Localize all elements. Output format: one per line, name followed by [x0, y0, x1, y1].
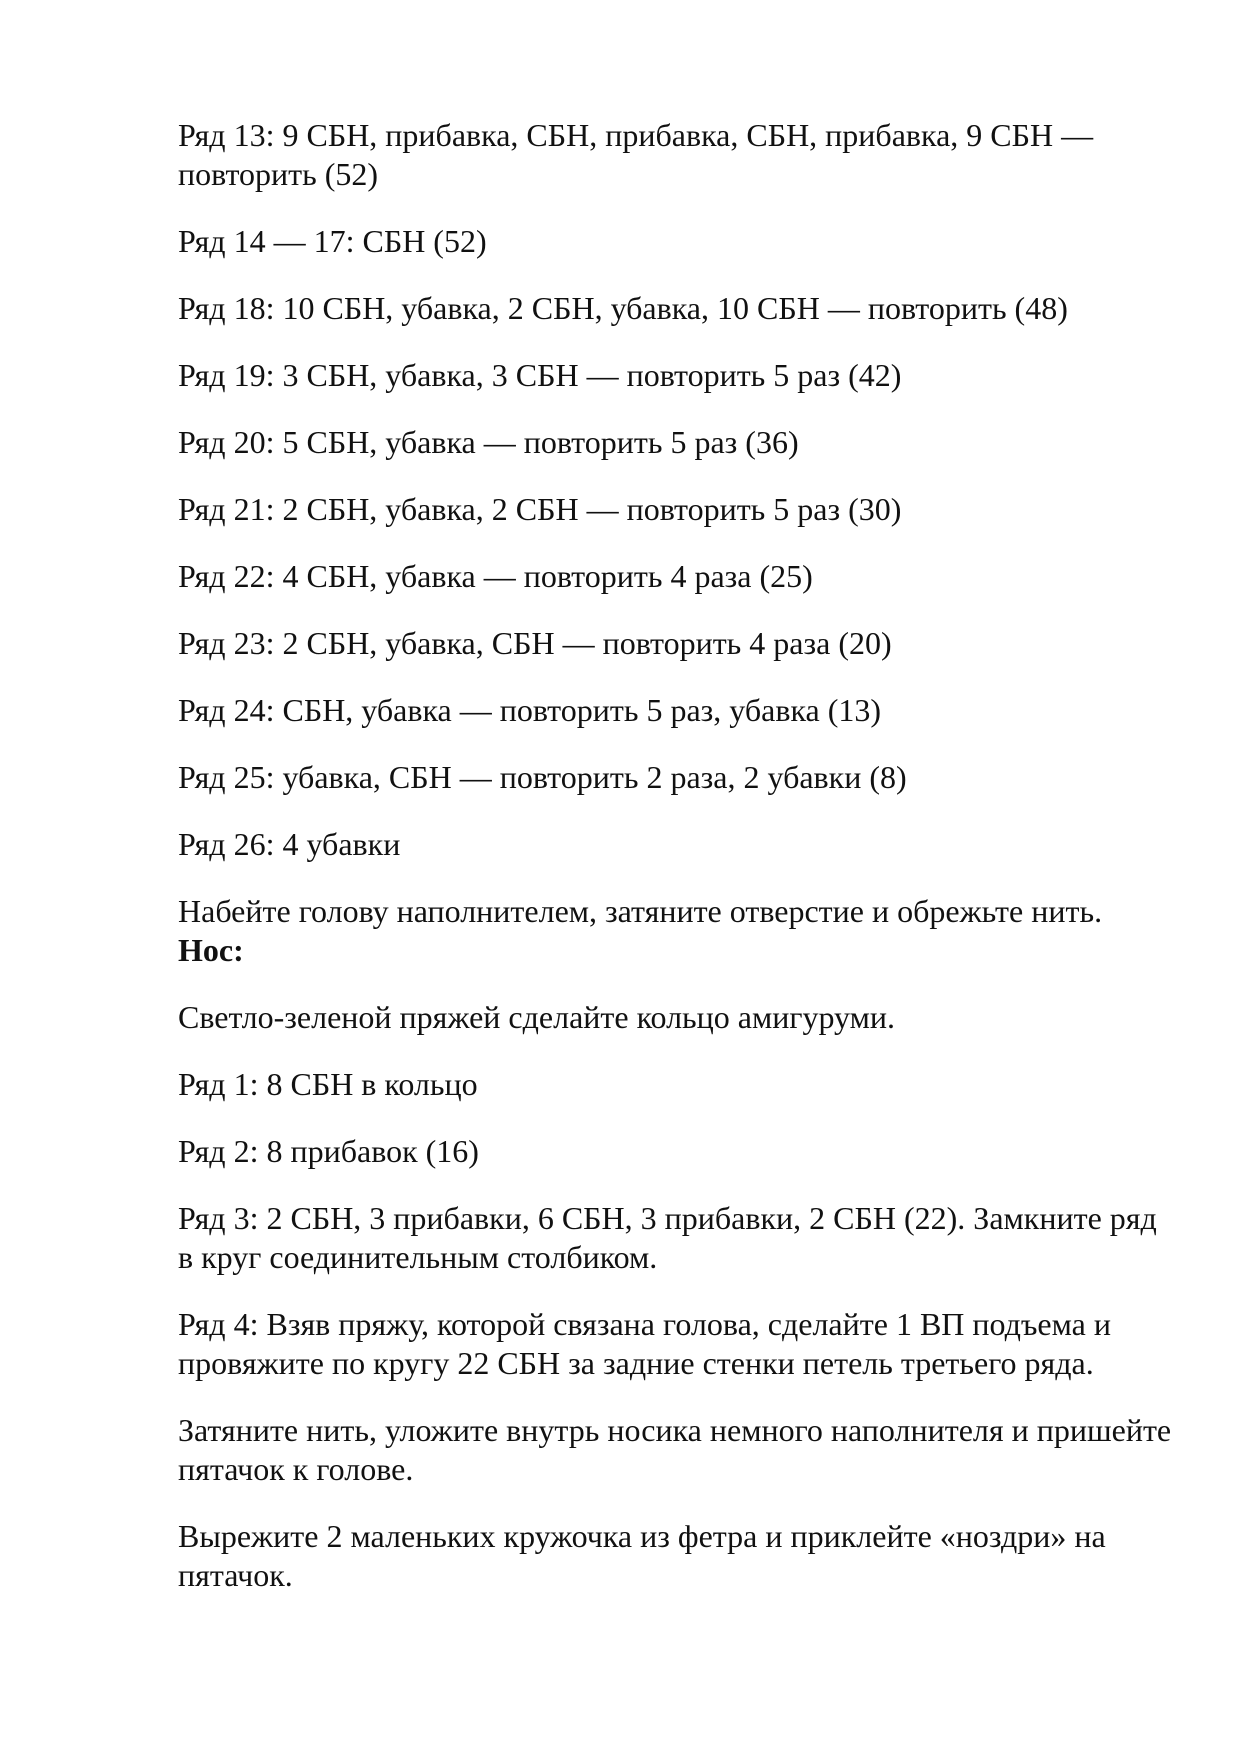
paragraph-stuff-head: Набейте голову наполнителем, затяните отверстие и обрежьте нить. — [178, 893, 1103, 929]
document-page — [178, 116, 1178, 1623]
paragraph-row-24: Ряд 24: СБН, убавка — повторить 5 раз, убавка (13) — [178, 692, 882, 728]
paragraph-row-22: Ряд 22: 4 СБН, убавка — повторить 4 раза (25) — [178, 558, 813, 594]
paragraph-nose-row-1: Ряд 1: 8 СБН в кольцо — [178, 1066, 478, 1102]
paragraph-nose-finish: Затяните нить, уложите внутрь носика немного наполнителя и пришейте пятачок к голове. — [178, 1412, 1172, 1487]
paragraph-nose-row-4: Ряд 4: Взяв пряжу, которой связана голова, сделайте 1 ВП подъема и провяжите по кругу 22 СБН за задние стенки петель третьего ряда. — [178, 1306, 1111, 1381]
paragraph-row-14-17: Ряд 14 — 17: СБН (52) — [178, 223, 487, 259]
paragraph-row-20: Ряд 20: 5 СБН, убавка — повторить 5 раз (36) — [178, 424, 799, 460]
paragraph-row-21: Ряд 21: 2 СБН, убавка, 2 СБН — повторить 5 раз (30) — [178, 491, 902, 527]
paragraph-row-23: Ряд 23: 2 СБН, убавка, СБН — повторить 4 раза (20) — [178, 625, 892, 661]
paragraph-row-18: Ряд 18: 10 СБН, убавка, 2 СБН, убавка, 10 СБН — повторить (48) — [178, 290, 1068, 326]
paragraph-row-26: Ряд 26: 4 убавки — [178, 826, 401, 862]
paragraph-row-25: Ряд 25: убавка, СБН — повторить 2 раза, 2 убавки (8) — [178, 759, 907, 795]
paragraph-nose-ring: Светло-зеленой пряжей сделайте кольцо амигуруми. — [178, 999, 895, 1035]
section-heading-nose: Нос: — [178, 932, 244, 968]
paragraph-row-19: Ряд 19: 3 СБН, убавка, 3 СБН — повторить 5 раз (42) — [178, 357, 902, 393]
paragraph-nose-row-2: Ряд 2: 8 прибавок (16) — [178, 1133, 479, 1169]
paragraph-nostrils: Вырежите 2 маленьких кружочка из фетра и приклейте «ноздри» на пятачок. — [178, 1518, 1106, 1593]
paragraph-nose-row-3: Ряд 3: 2 СБН, 3 прибавки, 6 СБН, 3 прибавки, 2 СБН (22). Замкните ряд в круг соединительным столбиком. — [178, 1200, 1157, 1275]
paragraph-row-13: Ряд 13: 9 СБН, прибавка, СБН, прибавка, СБН, прибавка, 9 СБН — повторить (52) — [178, 117, 1094, 192]
